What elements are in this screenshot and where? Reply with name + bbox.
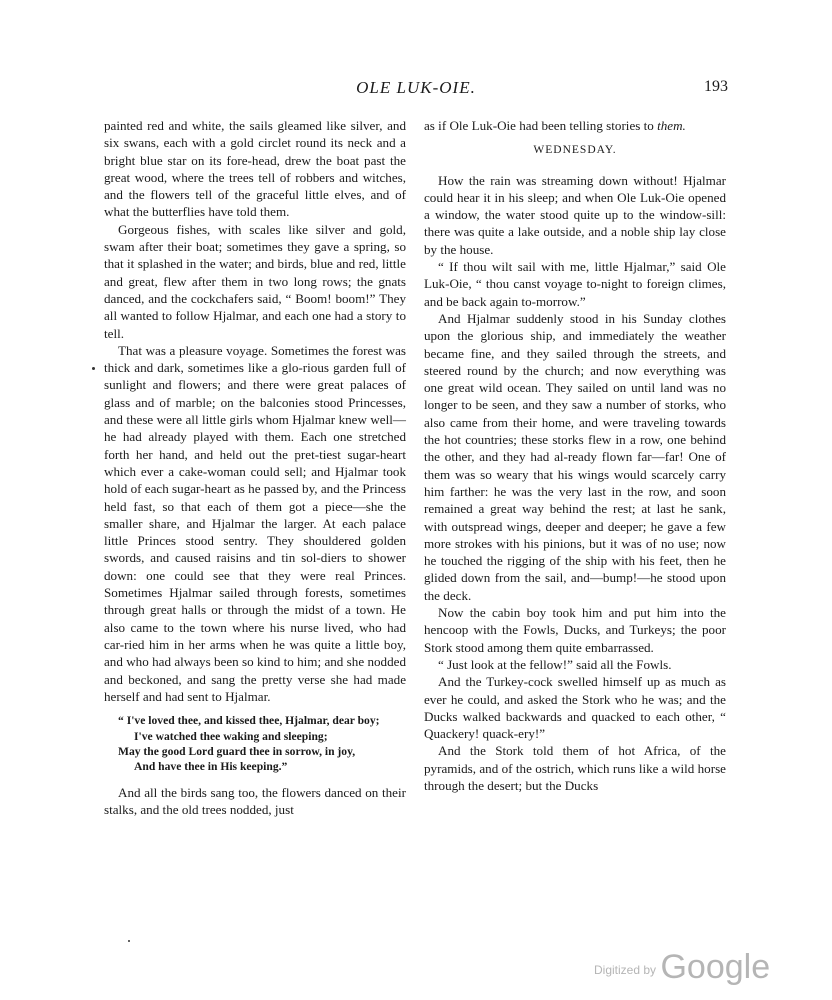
digitized-watermark [594,948,770,988]
watermark-prefix: Digitized by [594,963,657,977]
page-number: 193 [704,78,728,95]
paragraph: That was a pleasure voyage. Sometimes the forest was thick and dark, sometimes like a glo-rious garden full of sunlight and flowers; and there were great palaces of glass and of marble; on the balconies stood Princesses, and these were all little girls whom Hjalmar knew well—he had already played with them. Each one stretched forth her hand, and held out the pret-tiest sugar-heart which ever a cake-woman could sell; and Hjalmar took hold of each sugar-heart as he passed by, and the Princess held fast, so that each of them got a piece—she the smaller share, and Hjalmar the larger. At each palace little Princes stood sentry. They shouldered golden swords, and caused raisins and tin sol-diers to shower down: one could see that they were real Princes. Sometimes Hjalmar sailed through forests, sometimes through great halls or through the midst of a town. He also came to the town where his nurse lived, who had car-ried him in her arms when he was quite a little boy, and who had always been so kind to him; and she nodded and beckoned, and sang the pretty verse she had made herself and had sent to Hjalmar. [104,342,406,704]
paragraph-text: as if Ole Luk-Oie had been telling stories to [424,118,654,133]
poem-line: May the good Lord guard thee in sorrow, in joy, [118,744,356,758]
left-column [104,117,406,818]
google-logo: Google [660,948,771,986]
right-column [424,117,726,794]
scan-speck [92,367,95,370]
poem-line: “ I've loved thee, and kissed thee, Hjalmar, dear boy; [118,714,380,728]
paragraph: And the Stork told them of hot Africa, of the pyramids, and of the ostrich, which runs like a wild horse through the desert; but the Ducks [424,743,726,793]
scan-speck [128,940,130,942]
emphasis-text: them. [657,118,686,133]
paragraph: And Hjalmar suddenly stood in his Sunday clothes upon the glorious ship, and immediately the weather became fine, and they sailed through the streets, and steered round by the church; and now everything was one great wild ocean. They sailed on until land was no longer to be seen, and they saw a number of storks, who also came from their home, and were traveling towards the hot countries; these storks flew in a row, one behind the other, and they had al-ready flown far—far! One of them was so weary that his wings would scarcely carry him farther: he was the very last in the row, and soon remained a great way behind the rest; at last he sank, with outspread wings, deeper and deeper; he gave a few more strokes with his pinions, but it was of no use; now he touched the rigging of the ship with his feet, then he glided down from the sail, and—bump!—he stood upon the deck. [424,310,726,603]
paragraph: And all the birds sang too, the flowers danced on their stalks, and the old trees nodded, just [104,784,406,818]
paragraph: painted red and white, the sails gleamed like silver, and six swans, each with a gold circlet round its neck and a bright blue star on its fore-head, drew the boat past the great wood, where the trees tell of robbers and witches, and the flowers tell of the graceful little elves, and of what the butterflies have told them. [104,118,406,220]
paragraph: Gorgeous fishes, with scales like silver and gold, swam after their boat; sometimes they gave a spring, so that it splashed in the water; and birds, blue and red, little and great, flew after them in two long rows; the gnats danced, and the cockchafers said, “ Boom! boom!” They all wanted to follow Hjalmar, and each one had a story to tell. [104,221,406,341]
paragraph-continued [424,117,726,134]
paragraph: And the Turkey-cock swelled himself up as much as ever he could, and asked the Stork who he was; and the Ducks walked backwards and quacked to each other, “ Quackery! quack-ery!” [424,674,726,742]
poem [118,713,406,775]
paragraph: “ If thou wilt sail with me, little Hjalmar,” said Ole Luk-Oie, “ thou canst voyage to-night to foreign climes, and be back again to-morrow.” [424,259,726,309]
poem-line: I've watched thee waking and sleeping; [134,729,328,743]
section-heading: WEDNESDAY. [533,144,617,157]
poem-line: And have thee in His keeping.” [134,760,288,774]
page-header [104,78,728,100]
paragraph: “ Just look at the fellow!” said all the Fowls. [438,656,672,672]
running-title: OLE LUK-OIE. [356,78,476,97]
paragraph: Now the cabin boy took him and put him into the hencoop with the Fowls, Ducks, and Turkeys; the poor Stork stood among them quite embarrassed. [424,605,726,655]
paragraph: How the rain was streaming down without! Hjalmar could hear it in his sleep; and when Ole Luk-Oie opened a window, the water stood quite up to the window-sill: there was quite a lake outside, and a noble ship lay close by the house. [424,172,726,257]
